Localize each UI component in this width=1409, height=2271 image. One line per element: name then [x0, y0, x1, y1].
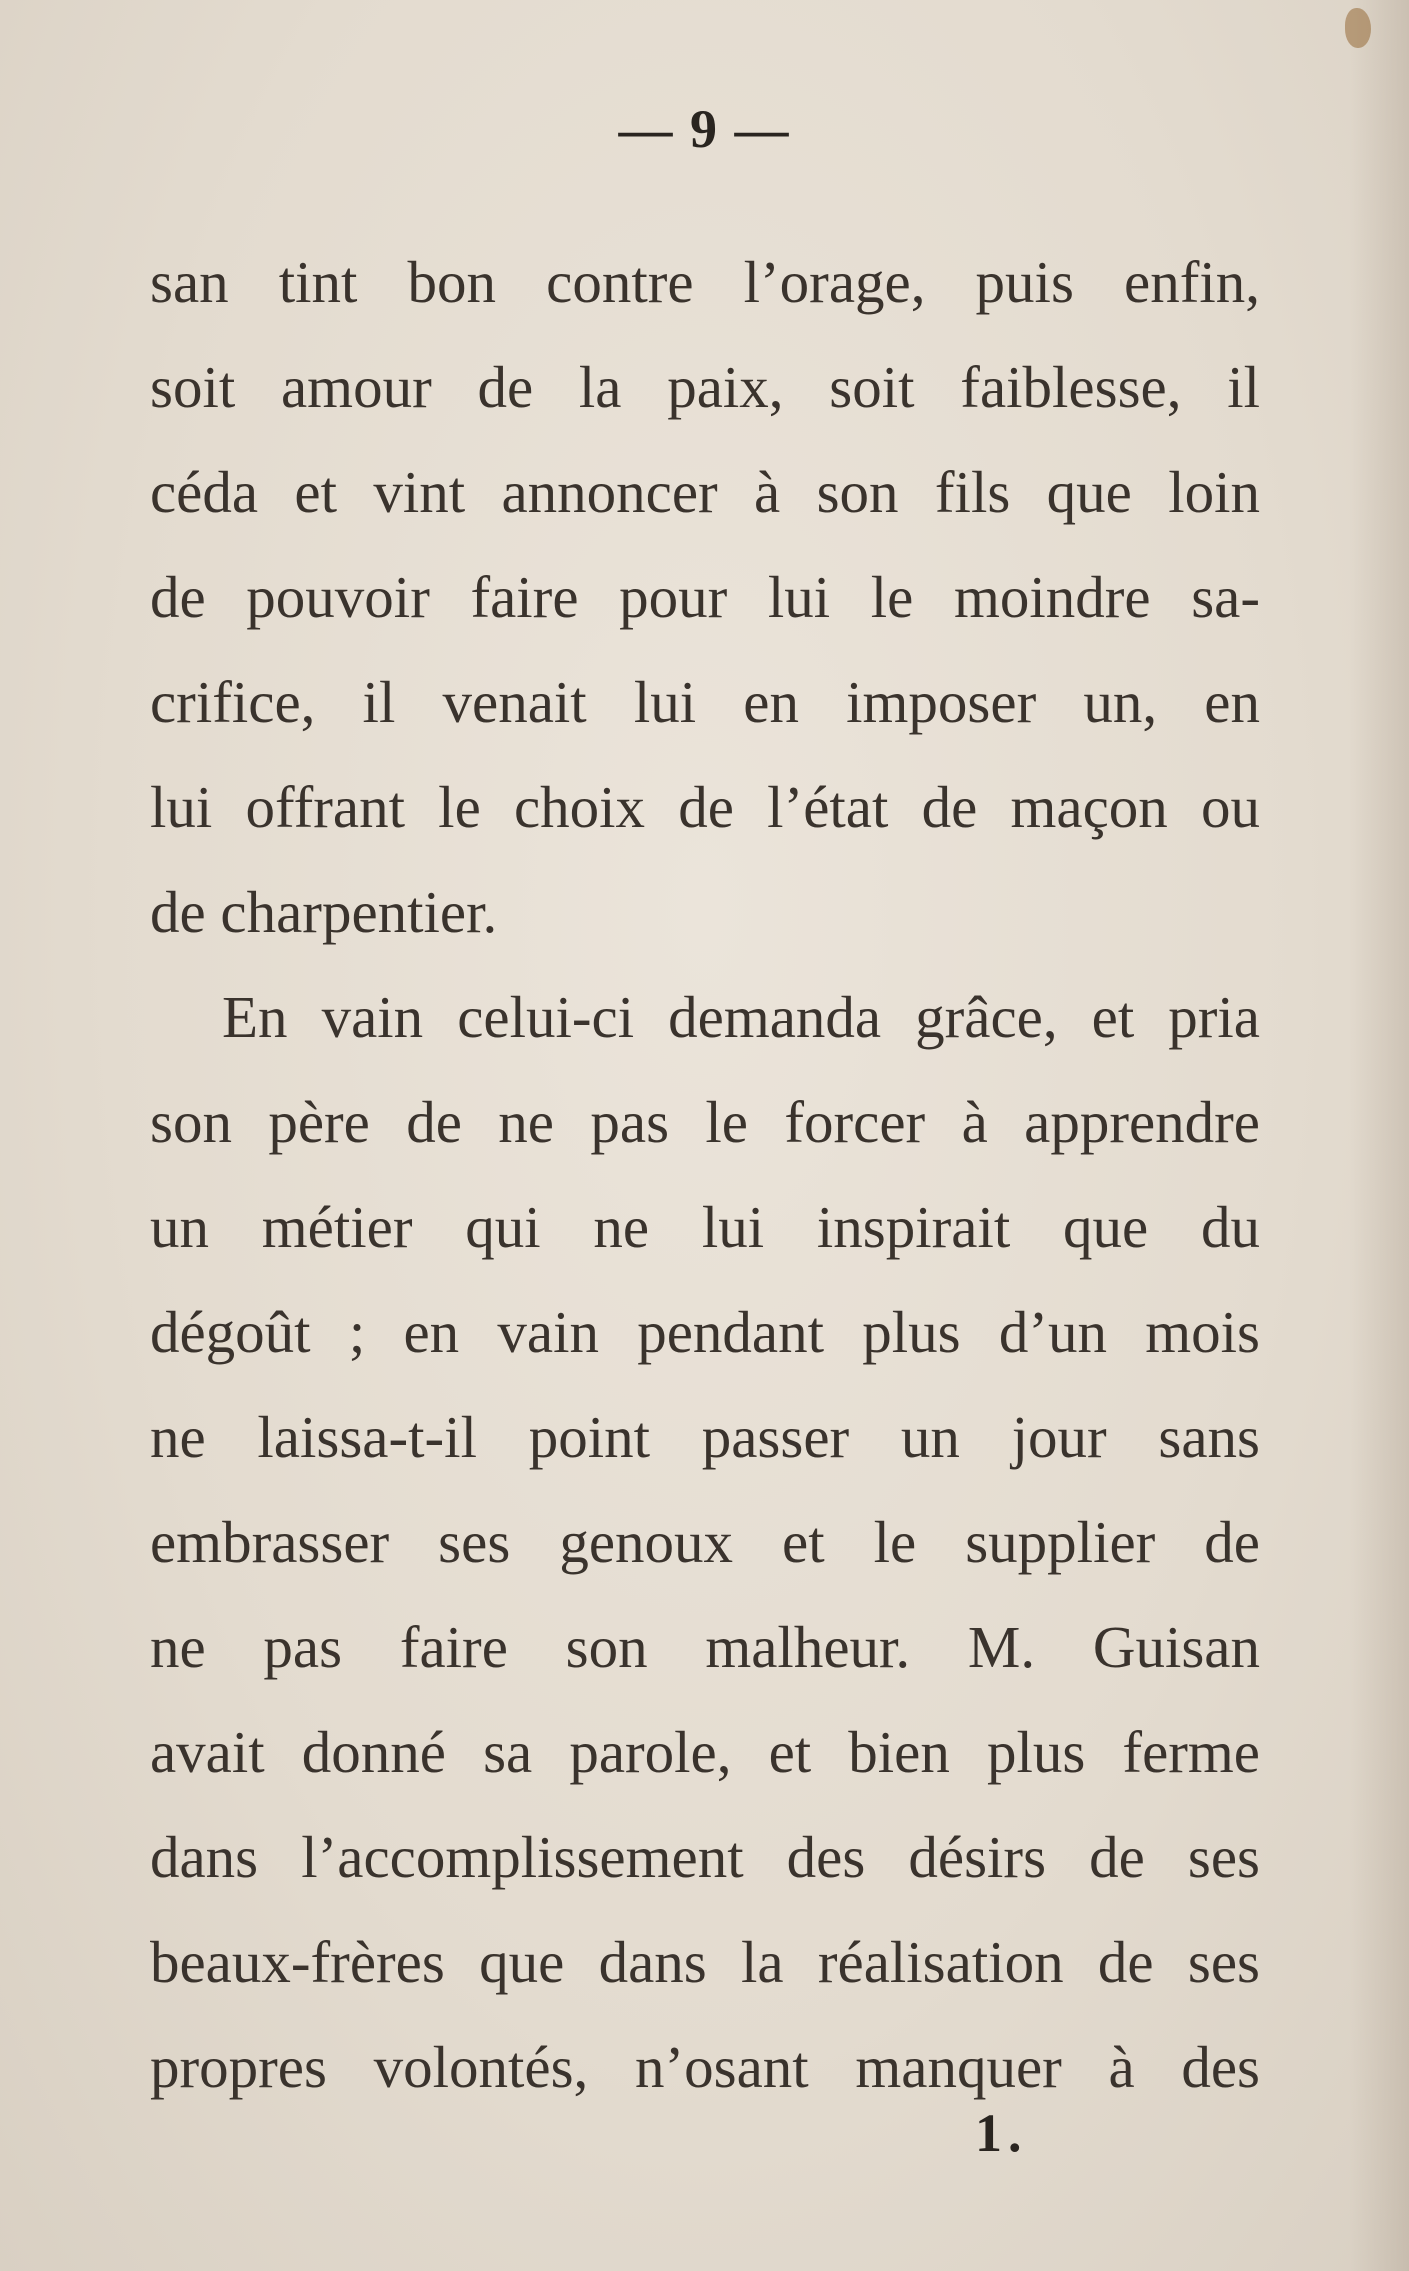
text-line: ne pas faire son malheur. M. Guisan — [150, 1614, 1260, 1680]
text-line: embrasser ses genoux et le supplier de — [150, 1509, 1260, 1575]
text-line: dans l’accomplissement des désirs de ses — [150, 1824, 1260, 1890]
text-line: de pouvoir faire pour lui le moindre sa- — [150, 564, 1260, 630]
text-line: son père de ne pas le forcer à apprendre — [150, 1089, 1260, 1155]
text-line: crifice, il venait lui en imposer un, en — [150, 669, 1260, 735]
signature-mark: 1. — [975, 2103, 1028, 2163]
text-line: avait donné sa parole, et bien plus ferme — [150, 1719, 1260, 1785]
text-line: En vain celui-ci demanda grâce, et pria — [222, 984, 1260, 1050]
text-line: dégoût ; en vain pendant plus d’un mois — [150, 1299, 1260, 1365]
text-line: céda et vint annoncer à son fils que loin — [150, 459, 1260, 525]
paper-stain — [1345, 8, 1371, 48]
text-line: san tint bon contre l’orage, puis enfin, — [150, 249, 1260, 315]
text-line: de charpentier. — [150, 879, 498, 945]
page-edge-shadow — [1349, 0, 1409, 2271]
text-line: propres volontés, n’osant manquer à des — [150, 2034, 1260, 2100]
text-line: beaux-frères que dans la réalisation de ses — [150, 1929, 1260, 1995]
text-line: lui offrant le choix de l’état de maçon ou — [150, 774, 1260, 840]
body-text — [150, 230, 1260, 2120]
page-number: — 9 — — [618, 99, 791, 159]
text-line: un métier qui ne lui inspirait que du — [150, 1194, 1260, 1260]
text-line: soit amour de la paix, soit faiblesse, il — [150, 354, 1260, 420]
text-line: ne laissa-t-il point passer un jour sans — [150, 1404, 1260, 1470]
